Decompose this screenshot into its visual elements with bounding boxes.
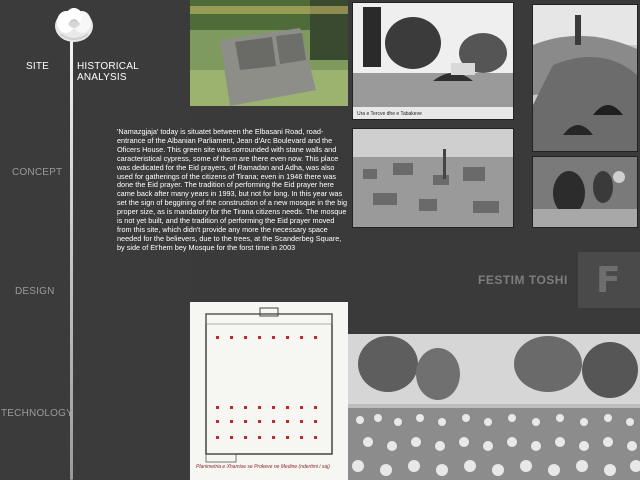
- f-logo-icon: F: [596, 260, 621, 301]
- author-name: FESTIM TOSHI: [478, 273, 568, 287]
- nav-concept[interactable]: CONCEPT: [12, 167, 63, 178]
- bridge-photo-caption: Ura e Tercve dhe e Tabakeve: [357, 111, 422, 117]
- eid-prayer-crowd-photo: [348, 334, 640, 480]
- mosque-plan-drawing: [190, 302, 348, 480]
- nav-historical-analysis[interactable]: HISTORICAL ANALYSIS: [77, 61, 139, 83]
- market-scene-photo: [532, 156, 638, 228]
- author-logo: [578, 252, 640, 308]
- rose-icon: [50, 4, 98, 48]
- nav-design[interactable]: DESIGN: [15, 286, 55, 297]
- monument-photo: [190, 0, 348, 106]
- site-description-text: 'Namazgjaja' today is situatet between the Elbasani Road, road-entrance of the Albanian Parliament, Jean d'Arc Boulevard and the Oficers House. This green site was sorrounded with stane walls and caracteristical cypress, some of them are there even now. This place was dedicated for the Eid prayers, of Ramadan and Adha, was also used for gatherings of the citizens of Tirana; even in 1946 there was done the Eid prayer. The tradition of performing the Eid prayer here came back after many years in 1993, but not for long. In this year was set the sign of beggining of the construction of a new mosque in the big proper size, as is mandatory for the Tirana citizens needs. The mosque is not yet built, and the tradition of performing the Eid prayer moved from this site, which didn't provide any more the necessary space needed for the believers, due to the trees, at the Scanderbeg Square, by side of Et'hem bey Mosque for the forst time in 2003: [117, 127, 348, 252]
- nav-site[interactable]: SITE: [26, 61, 50, 72]
- nav-technology[interactable]: TECHNOLOGY: [1, 408, 74, 419]
- plan-caption: Planimetria e Xhamise se Prokeve ne Medine (ndertimi i saj): [196, 464, 330, 470]
- stone-bridge-photo: [532, 4, 638, 152]
- old-bridge-photo: [352, 2, 514, 120]
- city-panorama-photo: [352, 128, 514, 228]
